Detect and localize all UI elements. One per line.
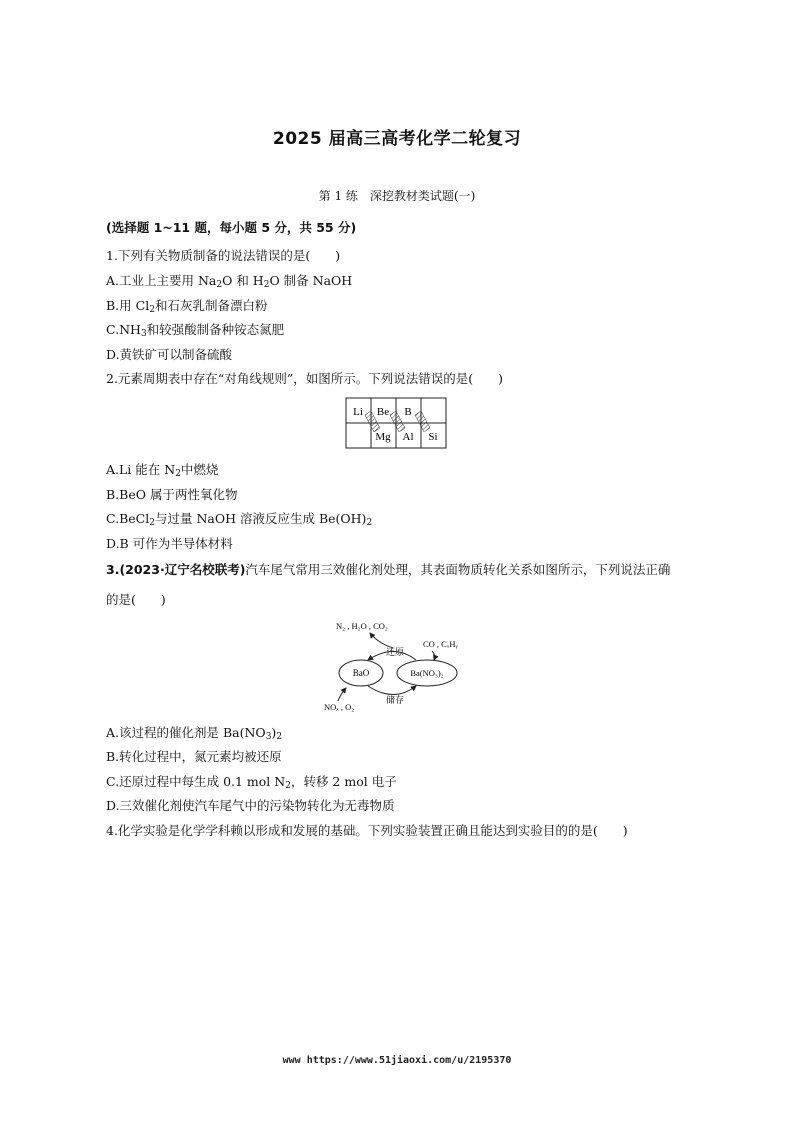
ba-no3-label: Ba(NO₃)₂	[410, 668, 444, 678]
q3-option-c: C.还原过程中每生成 0.1 mol $N_2$，转移 2 mol 电子	[106, 774, 397, 791]
q1-option-c: $C.NH_3$和较强酸制备种铵态氮肥	[106, 322, 285, 339]
q1-option-d: D.黄铁矿可以制备硫酸	[106, 347, 233, 362]
reductants-label: CO , CₓHᵧ	[423, 639, 458, 649]
q2-stem: 2.元素周期表中存在“对角线规则”，如图所示。下列说法错误的是( )	[106, 371, 503, 386]
q3-source: 3.(2023·辽宁名校联考)	[106, 562, 246, 577]
q3-option-d: D.三效催化剂使汽车尾气中的污染物转化为无毒物质	[106, 798, 395, 813]
cell-mg: Mg	[375, 431, 391, 443]
cell-si: Si	[428, 431, 438, 443]
section-subtitle: 第 1 练 深挖教材类试题(一)	[318, 189, 476, 203]
reduce-label: 还原	[386, 647, 405, 657]
bao-label: BaO	[352, 668, 370, 678]
products-arrow	[370, 633, 393, 648]
instructions: (选择题 1~11 题，每小题 5 分，共 55 分)	[106, 220, 357, 235]
q3-stem-line2: 的是( )	[106, 592, 166, 607]
q4-stem: 4.化学实验是化学学科赖以形成和发展的基础。下列实验装置正确且能达到实验目的的是( )	[106, 823, 628, 838]
diagonal-arrow-b-si	[415, 411, 430, 432]
q1-stem: 1.下列有关物质制备的说法错误的是( )	[106, 248, 341, 263]
cell-li: Li	[353, 406, 363, 418]
q1-option-b: B.用 $Cl_2$和石灰乳制备漂白粉	[106, 298, 268, 315]
q2-option-a: A.Li 能在 $N_2$中燃烧	[106, 462, 219, 479]
cell-al: Al	[402, 431, 414, 443]
store-label: 储存	[386, 695, 405, 705]
q3-option-b: B.转化过程中，氮元素均被还原	[106, 749, 282, 764]
cell-b: B	[404, 406, 412, 418]
reductants-arrow	[432, 651, 435, 660]
nox-arrow	[338, 688, 346, 701]
q3-stem-line1: 3.(2023·辽宁名校联考)汽车尾气常用三效催化剂处理，其表面物质转化关系如图所示，下列说法正确	[106, 562, 671, 577]
catalyst-cycle-figure	[318, 615, 478, 715]
q3-option-a: A.该过程的催化剂是 $Ba(NO_3)_2$	[106, 725, 283, 742]
q1-option-a: A.工业上主要用 $Na_2O$ 和 $H_2O$ 制备 NaOH	[106, 273, 353, 290]
q2-option-b: B.BeO 属于两性氧化物	[106, 487, 238, 502]
cell-be: Be	[376, 406, 390, 418]
document-title: 2025 届高三高考化学二轮复习	[272, 129, 522, 149]
diagonal-arrow-be-al	[390, 411, 405, 432]
nox-label: NOₓ , O₂	[324, 702, 355, 712]
products-label: N₂ , H₂O , CO₂	[336, 621, 388, 631]
footer-link[interactable]: www https://www.51jiaoxi.com/u/2195370	[282, 1055, 512, 1066]
diagonal-rule-figure	[345, 397, 449, 451]
q2-option-d: D.B 可作为半导体材料	[106, 536, 233, 551]
store-arrow	[368, 686, 416, 695]
q2-option-c: C.BeCl$_2$与过量 NaOH 溶液反应生成 $Be(OH)_2$	[106, 511, 373, 528]
